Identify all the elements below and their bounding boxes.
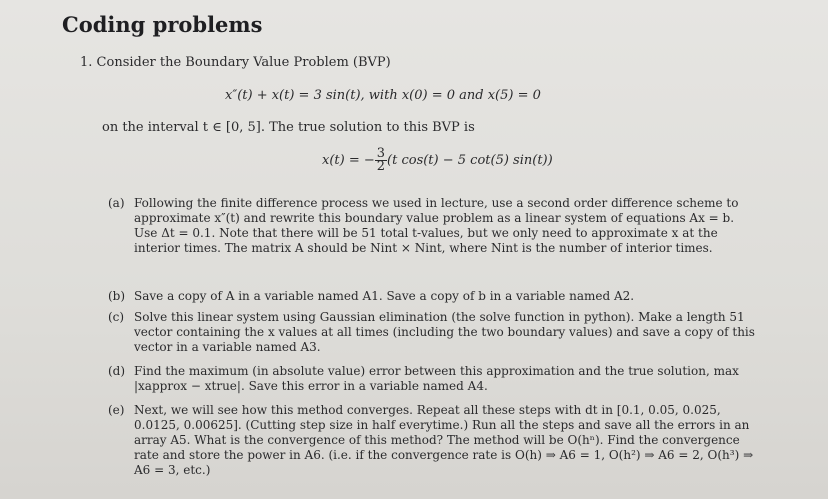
problem-number: 1. bbox=[80, 55, 93, 70]
fraction-numerator: 3 bbox=[376, 146, 386, 161]
part-text: Solve this linear system using Gaussian elimination (the solve function in python). Make a length 51 vector containing the x values at all times (including the two boundary values) and save a copy of this vector in a variable named A3. bbox=[134, 310, 755, 354]
solution-lhs: x(t) = − bbox=[322, 153, 375, 168]
interval-text: on the interval t ∈ [0, 5]. The true solution to this BVP is bbox=[102, 120, 475, 135]
part-c bbox=[108, 310, 758, 355]
fraction-denominator: 2 bbox=[376, 159, 386, 174]
part-label: (a) bbox=[108, 196, 125, 210]
part-text: Following the finite difference process we used in lecture, use a second order difference scheme to approximate x″(t) and rewrite this boundary value problem as a linear system of equations Ax = b. Use Δt = 0.1. Note that there will be 51 total t-values, but we only need to approximate x at the interior times. The matrix A should be Nint × Nint, where Nint is the number of interior times. bbox=[134, 196, 739, 255]
part-d bbox=[108, 364, 758, 394]
part-text: Find the maximum (in absolute value) error between this approximation and the true solution, max |xapprox − xtrue|. Save this error in a variable named A4. bbox=[134, 364, 739, 393]
part-b bbox=[108, 289, 758, 304]
problem-intro bbox=[80, 55, 391, 70]
part-label: (e) bbox=[108, 403, 125, 417]
true-solution-equation bbox=[322, 148, 553, 173]
problem-intro-text: Consider the Boundary Value Problem (BVP) bbox=[96, 55, 391, 70]
part-label: (b) bbox=[108, 289, 126, 303]
part-label: (c) bbox=[108, 310, 125, 324]
part-text: Save a copy of A in a variable named A1. Save a copy of b in a variable named A2. bbox=[134, 289, 635, 303]
bvp-equation: x″(t) + x(t) = 3 sin(t), with x(0) = 0 and x(5) = 0 bbox=[225, 88, 541, 103]
part-e bbox=[108, 403, 758, 478]
part-a bbox=[108, 196, 758, 256]
part-text: Next, we will see how this method converges. Repeat all these steps with dt in [0.1, 0.05, 0.025, 0.0125, 0.00625]. (Cutting step size in half everytime.) Run all the steps and save all the errors in an array A5. What is the convergence of this method? The method will be O(hⁿ). Find the convergence rate and store the power in A6. (i.e. if the convergence rate is O(h) ⇒ A6 = 1, O(h²) ⇒ A6 = 2, O(h³) ⇒ A6 = 3, etc.) bbox=[134, 403, 754, 477]
page-title: Coding problems bbox=[62, 12, 263, 37]
part-label: (d) bbox=[108, 364, 126, 378]
solution-fraction bbox=[375, 148, 387, 173]
solution-rhs: (t cos(t) − 5 cot(5) sin(t)) bbox=[387, 153, 553, 168]
